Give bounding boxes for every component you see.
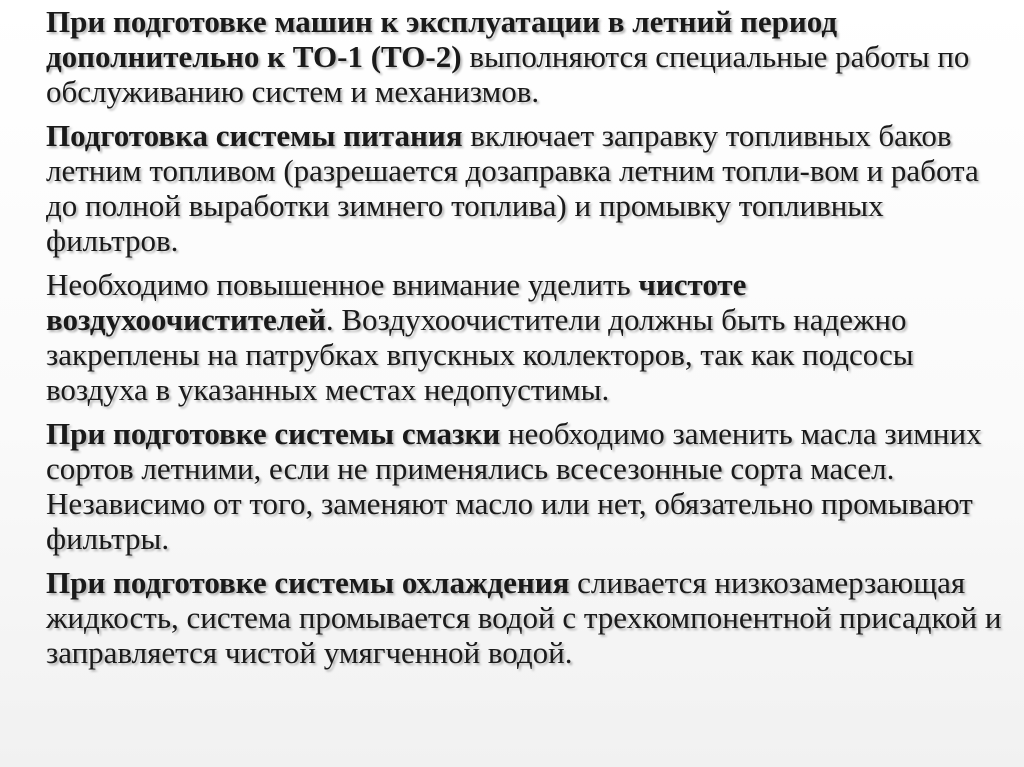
paragraph-lubrication-system — [46, 416, 1012, 556]
paragraph-text: выполняются специальные работы по обслуживанию систем и механизмов. — [46, 39, 970, 109]
paragraph-bold-lead: Подготовка системы питания — [46, 118, 463, 153]
paragraph-cooling-system — [46, 565, 1012, 670]
paragraph-bold-lead: При подготовке системы смазки — [46, 416, 501, 451]
paragraph-text: включает заправку топливных баков летним топливом (разрешается дозаправка летним топли-вом и работа до полной выработки зимнего топлива) и промывку топливных фильтров. — [46, 118, 979, 258]
paragraph-text: . Воздухоочистители должны быть надежно закреплены на патрубках впускных коллекторов, так как подсосы воздуха в указанных местах недопустимы. — [46, 302, 914, 407]
paragraph-bold-lead: При подготовке машин к эксплуатации в летний период дополнительно к ТО-1 (ТО-2) — [46, 4, 837, 74]
paragraph-text: необходимо заменить масла зимних сортов летними, если не применялись всесезонные сорта масел. Независимо от того, заменяют масло или нет, обязательно промывают фильтры. — [46, 416, 982, 556]
paragraph-fuel-system — [46, 118, 1012, 258]
paragraph-bold-term: чистоте воздухоочистителей — [46, 267, 747, 337]
paragraph-air-cleaners — [46, 267, 1012, 407]
paragraph-text-lead: Необходимо повышенное внимание уделить — [46, 267, 639, 302]
paragraph-summer-preparation — [46, 4, 1012, 109]
paragraph-text: сливается низкозамерзающая жидкость, система промывается водой с трехкомпонентной присадкой и заправляется чистой умягченной водой. — [46, 565, 1002, 670]
slide-text-body — [46, 4, 1012, 679]
paragraph-bold-lead: При подготовке системы охлаждения — [46, 565, 570, 600]
